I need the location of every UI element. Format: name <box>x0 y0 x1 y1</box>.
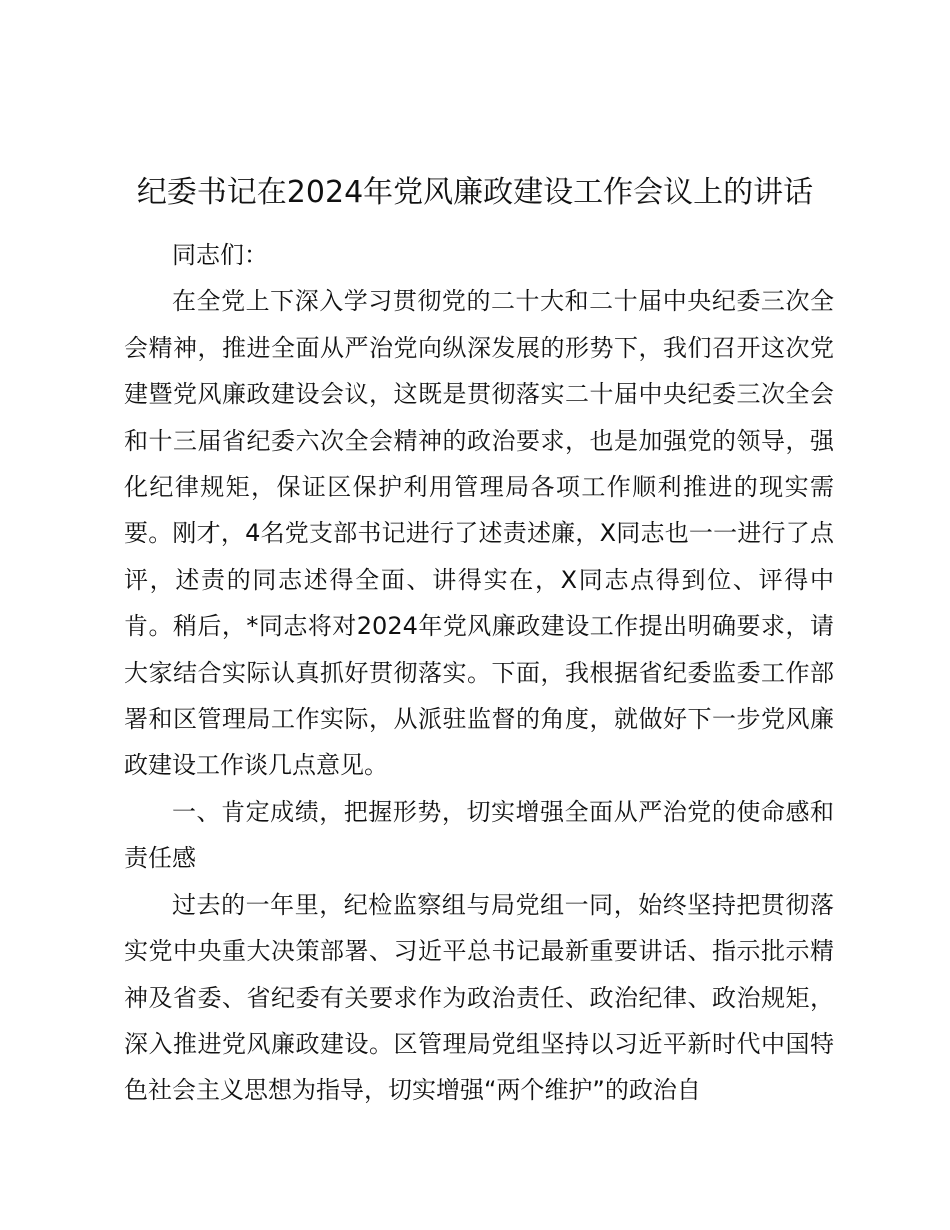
document-body <box>124 232 834 1114</box>
paragraph-intro: 在全党上下深入学习贯彻党的二十大和二十届中央纪委三次全会精神，推进全面从严治党向纵深发展的形势下，我们召开这次党建暨党风廉政建设会议，这既是贯彻落实二十届中央纪委三次全会和十三届省纪委六次全会精神的政治要求，也是加强党的领导，强化纪律规矩，保证区保护利用管理局各项工作顺利推进的现实需要。刚才，4名党支部书记进行了述责述廉，X同志也一一进行了点评，述责的同志述得全面、讲得实在，X同志点得到位、评得中肯。稍后，*同志将对2024年党风廉政建设工作提出明确要求，请大家结合实际认真抓好贯彻落实。下面，我根据省纪委监委工作部署和区管理局工作实际，从派驻监督的角度，就做好下一步党风廉政建设工作谈几点意见。 <box>124 287 834 780</box>
section-heading-1: 一、肯定成绩，把握形势，切实增强全面从严治党的使命感和责任感 <box>124 797 834 873</box>
paragraph-section-1: 过去的一年里，纪检监察组与局党组一同，始终坚持把贯彻落实党中央重大决策部署、习近平总书记最新重要讲话、指示批示精神及省委、省纪委有关要求作为政治责任、政治纪律、政治规矩，深入推进党风廉政建设。区管理局党组坚持以习近平新时代中国特色社会主义思想为指导，切实增强“两个维护”的政治自 <box>124 890 834 1105</box>
document-title: 纪委书记在2024年党风廉政建设工作会议上的讲话 <box>136 175 814 210</box>
salutation: 同志们： <box>172 241 268 269</box>
